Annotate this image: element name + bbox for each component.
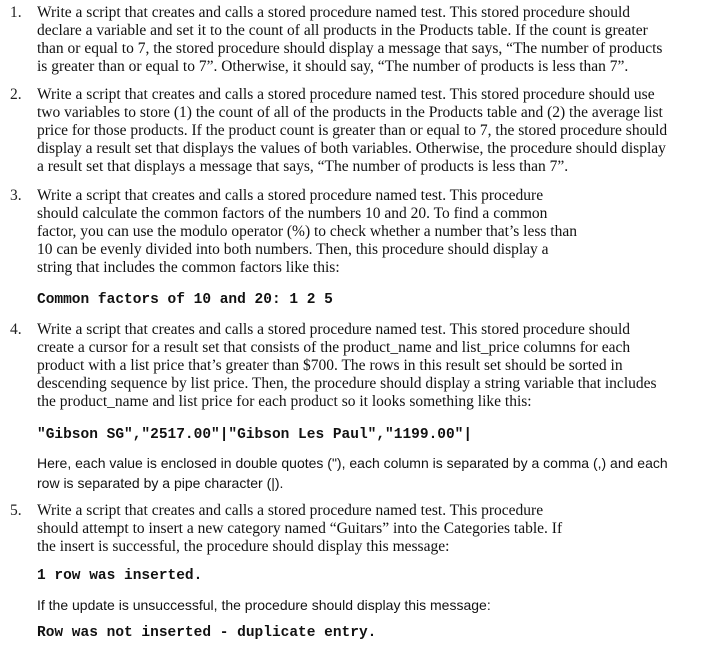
- item-number: 1.: [10, 4, 22, 21]
- note-line: Here, each value is enclosed in double quotes ("), each column is separated by a comma (,) and each: [37, 455, 668, 471]
- item-text-line: display a result set that displays the values of both variables. Otherwise, the procedure should display: [37, 140, 666, 157]
- item-text-line: Write a script that creates and calls a stored procedure named test. This procedure: [37, 187, 544, 204]
- item-text-line: should calculate the common factors of the numbers 10 and 20. To find a common: [37, 205, 548, 222]
- item-text-line: is greater than or equal to 7”. Otherwise, it should say, “The number of products is less than 7”.: [37, 58, 629, 75]
- code-sample: Common factors of 10 and 20: 1 2 5: [37, 292, 333, 308]
- item-text-line: descending sequence by list price. Then, the procedure should display a string variable that includes: [37, 375, 657, 392]
- code-sample: "Gibson SG","2517.00"|"Gibson Les Paul","1199.00"|: [37, 427, 473, 443]
- item-text-line: price for those products. If the product count is greater than or equal to 7, the stored procedure should: [37, 122, 668, 139]
- item-number: 3.: [10, 187, 22, 204]
- item-text-line: Write a script that creates and calls a stored procedure named test. This stored procedure should: [37, 4, 631, 21]
- item-text-line: a result set that displays a message that says, “The number of products is less than 7”.: [37, 158, 569, 175]
- item-text-line: create a cursor for a result set that consists of the product_name and list_price columns for each: [37, 339, 631, 356]
- item-text-line: 10 can be evenly divided into both numbers. Then, this procedure should display a: [37, 241, 549, 258]
- code-sample: 1 row was inserted.: [37, 568, 203, 584]
- note-line: row is separated by a pipe character (|).: [37, 475, 284, 491]
- item-text-line: factor, you can use the modulo operator (%) to check whether a number that’s less than: [37, 223, 577, 240]
- item-text-line: the insert is successful, the procedure should display this message:: [37, 538, 450, 555]
- item-text-line: declare a variable and set it to the count of all products in the Products table. If the count is greater: [37, 22, 648, 39]
- item-text-line: Write a script that creates and calls a stored procedure named test. This stored procedure should: [37, 321, 631, 338]
- item-text-line: Write a script that creates and calls a stored procedure named test. This stored procedure should use: [37, 86, 655, 103]
- item-number: 2.: [10, 86, 22, 103]
- note-line: If the update is unsuccessful, the procedure should display this message:: [37, 597, 491, 613]
- item-text-line: product with a list price that’s greater than $700. The rows in this result set should be sorted in: [37, 357, 623, 374]
- item-number: 5.: [10, 502, 22, 519]
- item-number: 4.: [10, 321, 22, 338]
- item-text-line: Write a script that creates and calls a stored procedure named test. This procedure: [37, 502, 544, 519]
- item-text-line: two variables to store (1) the count of all of the products in the Products table and (2) the average list: [37, 104, 663, 121]
- code-sample: Row was not inserted - duplicate entry.: [37, 625, 377, 641]
- item-text-line: than or equal to 7, the stored procedure should display a message that says, “The number of products: [37, 40, 663, 57]
- item-text-line: the product_name and list price for each product so it looks something like this:: [37, 393, 532, 410]
- item-text-line: should attempt to insert a new category named “Guitars” into the Categories table. If: [37, 520, 563, 537]
- item-text-line: string that includes the common factors like this:: [37, 259, 340, 276]
